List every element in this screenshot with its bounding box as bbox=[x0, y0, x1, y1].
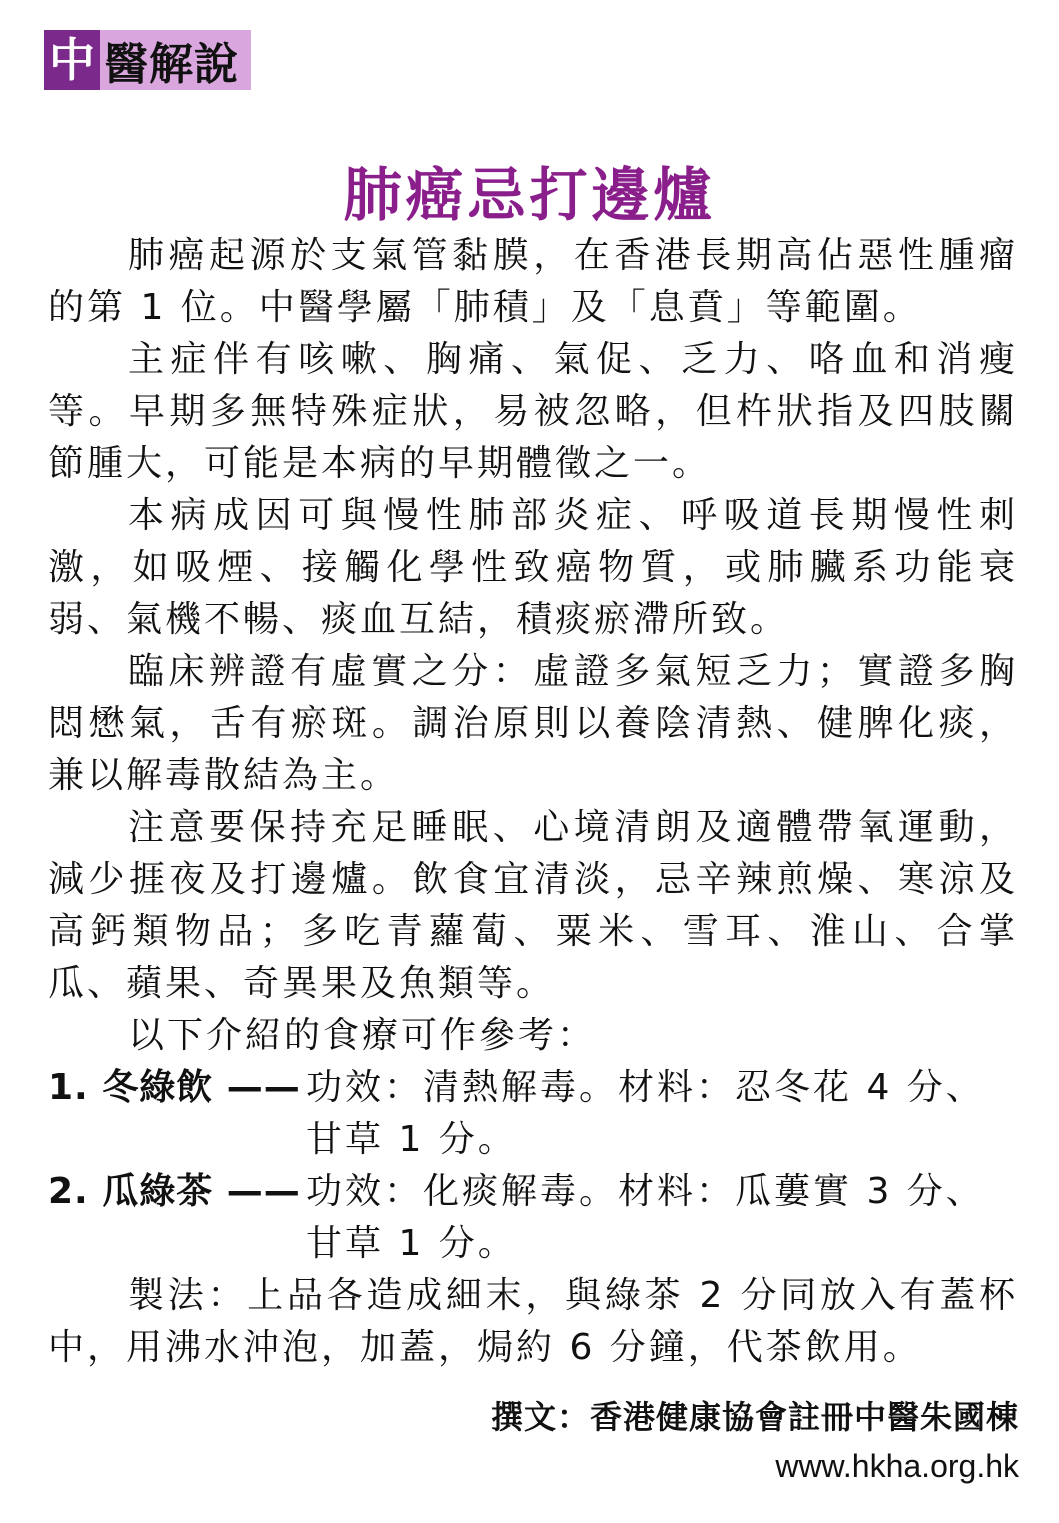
recipe-item bbox=[48, 1062, 1018, 1166]
recipe-item bbox=[48, 1166, 1018, 1270]
author-credit: 撰文：香港健康協會註冊中醫朱國棟 bbox=[490, 1398, 1019, 1436]
paragraph-diagnosis: 臨床辨證有虛實之分：虛證多氣短乏力；實證多胸悶懋氣，舌有瘀斑。調治原則以養陰清熱、健脾化痰，兼以解毒散結為主。 bbox=[48, 651, 1018, 796]
column-header bbox=[44, 30, 251, 90]
column-header-text: 醫解說 bbox=[104, 39, 239, 90]
paragraph-causes: 本病成因可與慢性肺部炎症、呼吸道長期慢性刺激，如吸煙、接觸化學性致癌物質，或肺臟系功能衰弱、氣機不暢、痰血互結，積痰瘀滯所致。 bbox=[48, 495, 1018, 640]
article-title: 肺癌忌打邊爐 bbox=[343, 161, 716, 229]
paragraph-recipes-intro: 以下介紹的食療可作參考： bbox=[128, 1015, 597, 1056]
article-body bbox=[48, 230, 1018, 1374]
paragraph-symptoms: 主症伴有咳嗽、胸痛、氣促、乏力、咯血和消瘦等。早期多無特殊症狀，易被忽略，但杵狀指及四肢關節腫大，可能是本病的早期體徵之一。 bbox=[48, 339, 1018, 484]
recipe-description: 功效：化痰解毒。材料：瓜蔞實 3 分、甘草 1 分。 bbox=[306, 1171, 985, 1264]
recipe-name: 2. 瓜綠茶 —— bbox=[48, 1171, 301, 1212]
recipe-description: 功效：清熱解毒。材料：忍冬花 4 分、甘草 1 分。 bbox=[306, 1067, 985, 1160]
paragraph-intro: 肺癌起源於支氣管黏膜，在香港長期高佔惡性腫瘤的第 1 位。中醫學屬「肺積」及「息賁」等範圍。 bbox=[48, 235, 1018, 328]
recipe-name: 1. 冬綠飲 —— bbox=[48, 1067, 301, 1108]
paragraph-advice: 注意要保持充足睡眠、心境清朗及適體帶氧運動，減少捱夜及打邊爐。飲食宜清淡，忌辛辣煎燥、寒涼及高鈣類物品；多吃青蘿蔔、粟米、雪耳、淮山、合掌瓜、蘋果、奇異果及魚類等。 bbox=[48, 807, 1018, 1004]
column-header-badge: 中 bbox=[44, 30, 100, 90]
website-link[interactable]: www.hkha.org.hk bbox=[775, 1448, 1019, 1484]
paragraph-method: 製法：上品各造成細末，與綠茶 2 分同放入有蓋杯中，用沸水沖泡，加蓋，焗約 6 分鐘，代茶飲用。 bbox=[48, 1275, 1018, 1368]
